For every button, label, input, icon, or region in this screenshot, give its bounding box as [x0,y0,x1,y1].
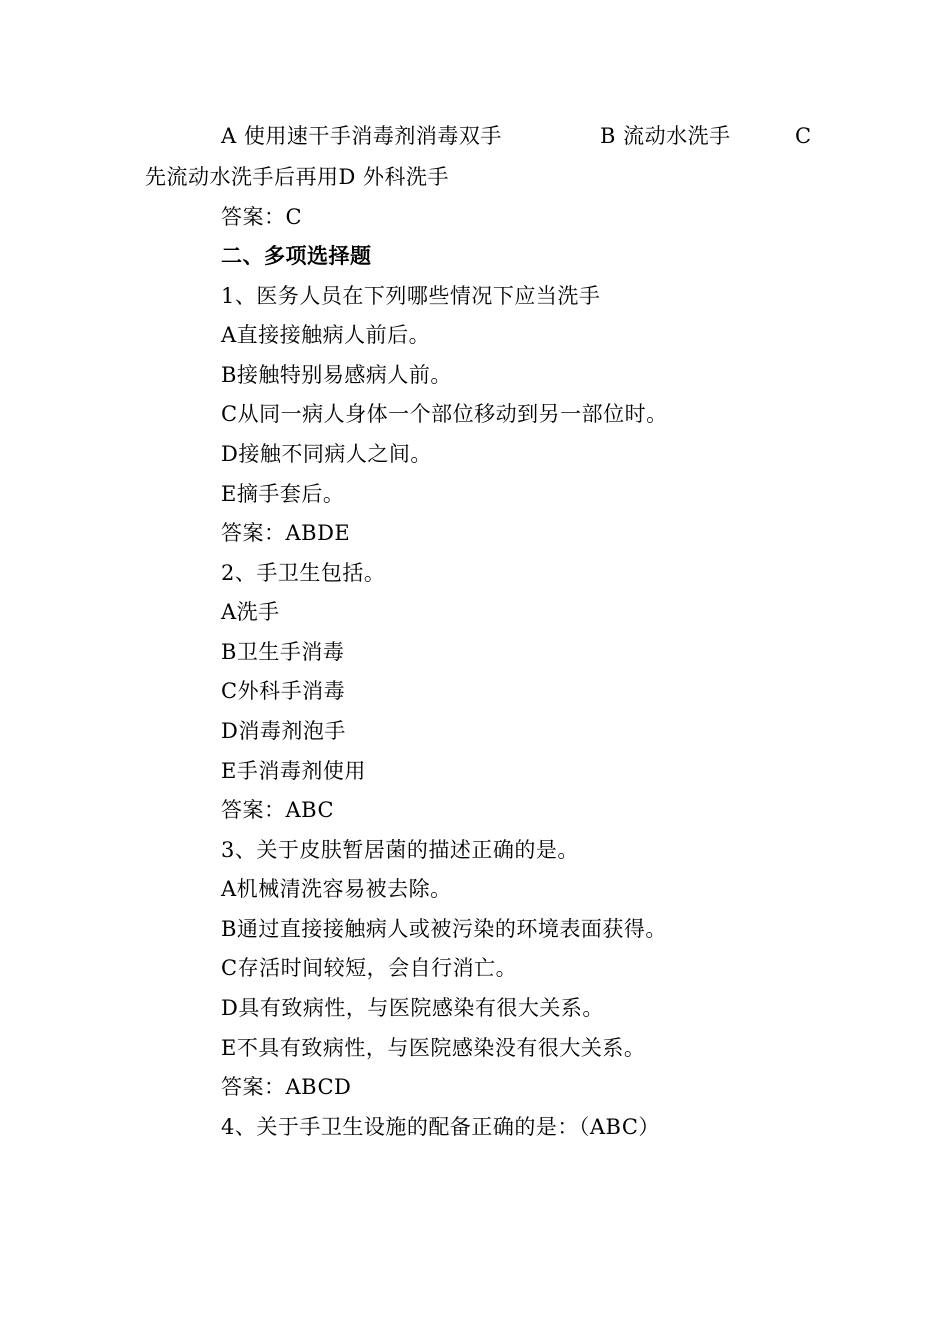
question-option: D消毒剂泡手 [221,719,346,743]
question-stem: 3、关于皮肤暂居菌的描述正确的是。 [221,838,579,862]
prev-option-a: A 使用速干手消毒剂消毒双手 [221,124,502,148]
question-option: C存活时间较短，会自行消亡。 [221,956,518,980]
question-stem: 1、医务人员在下列哪些情况下应当洗手 [221,284,601,308]
prev-option-c-continuation: 先流动水洗手后再用D 外科洗手 [145,165,450,189]
question-answer: 答案：ABC [221,798,335,822]
question-answer: 答案：ABDE [221,521,351,545]
question-option: A直接接触病人前后。 [221,323,431,347]
question-answer: 答案：ABCD [221,1075,352,1099]
prev-answer: 答案：C [221,205,303,229]
question-option: C外科手消毒 [221,679,346,703]
question-option: E手消毒剂使用 [221,759,366,783]
question-option: B卫生手消毒 [221,640,345,664]
prev-option-c-prefix: C [795,124,812,148]
question-option: E不具有致病性，与医院感染没有很大关系。 [221,1036,646,1060]
question-stem: 4、关于手卫生设施的配备正确的是：（ABC） [221,1115,660,1139]
prev-option-b: B 流动水洗手 [600,124,731,148]
question-option: D具有致病性，与医院感染有很大关系。 [221,996,604,1020]
question-option: A机械清洗容易被去除。 [221,877,452,901]
question-stem: 2、手卫生包括。 [221,561,386,585]
question-option: A洗手 [221,600,280,624]
question-option: C从同一病人身体一个部位移动到另一部位时。 [221,402,668,426]
question-option: B通过直接接触病人或被污染的环境表面获得。 [221,917,667,941]
question-option: B接触特别易感病人前。 [221,363,452,387]
question-option: D接触不同病人之间。 [221,442,432,466]
section-title: 二、多项选择题 [221,243,372,268]
question-option: E摘手套后。 [221,482,345,506]
